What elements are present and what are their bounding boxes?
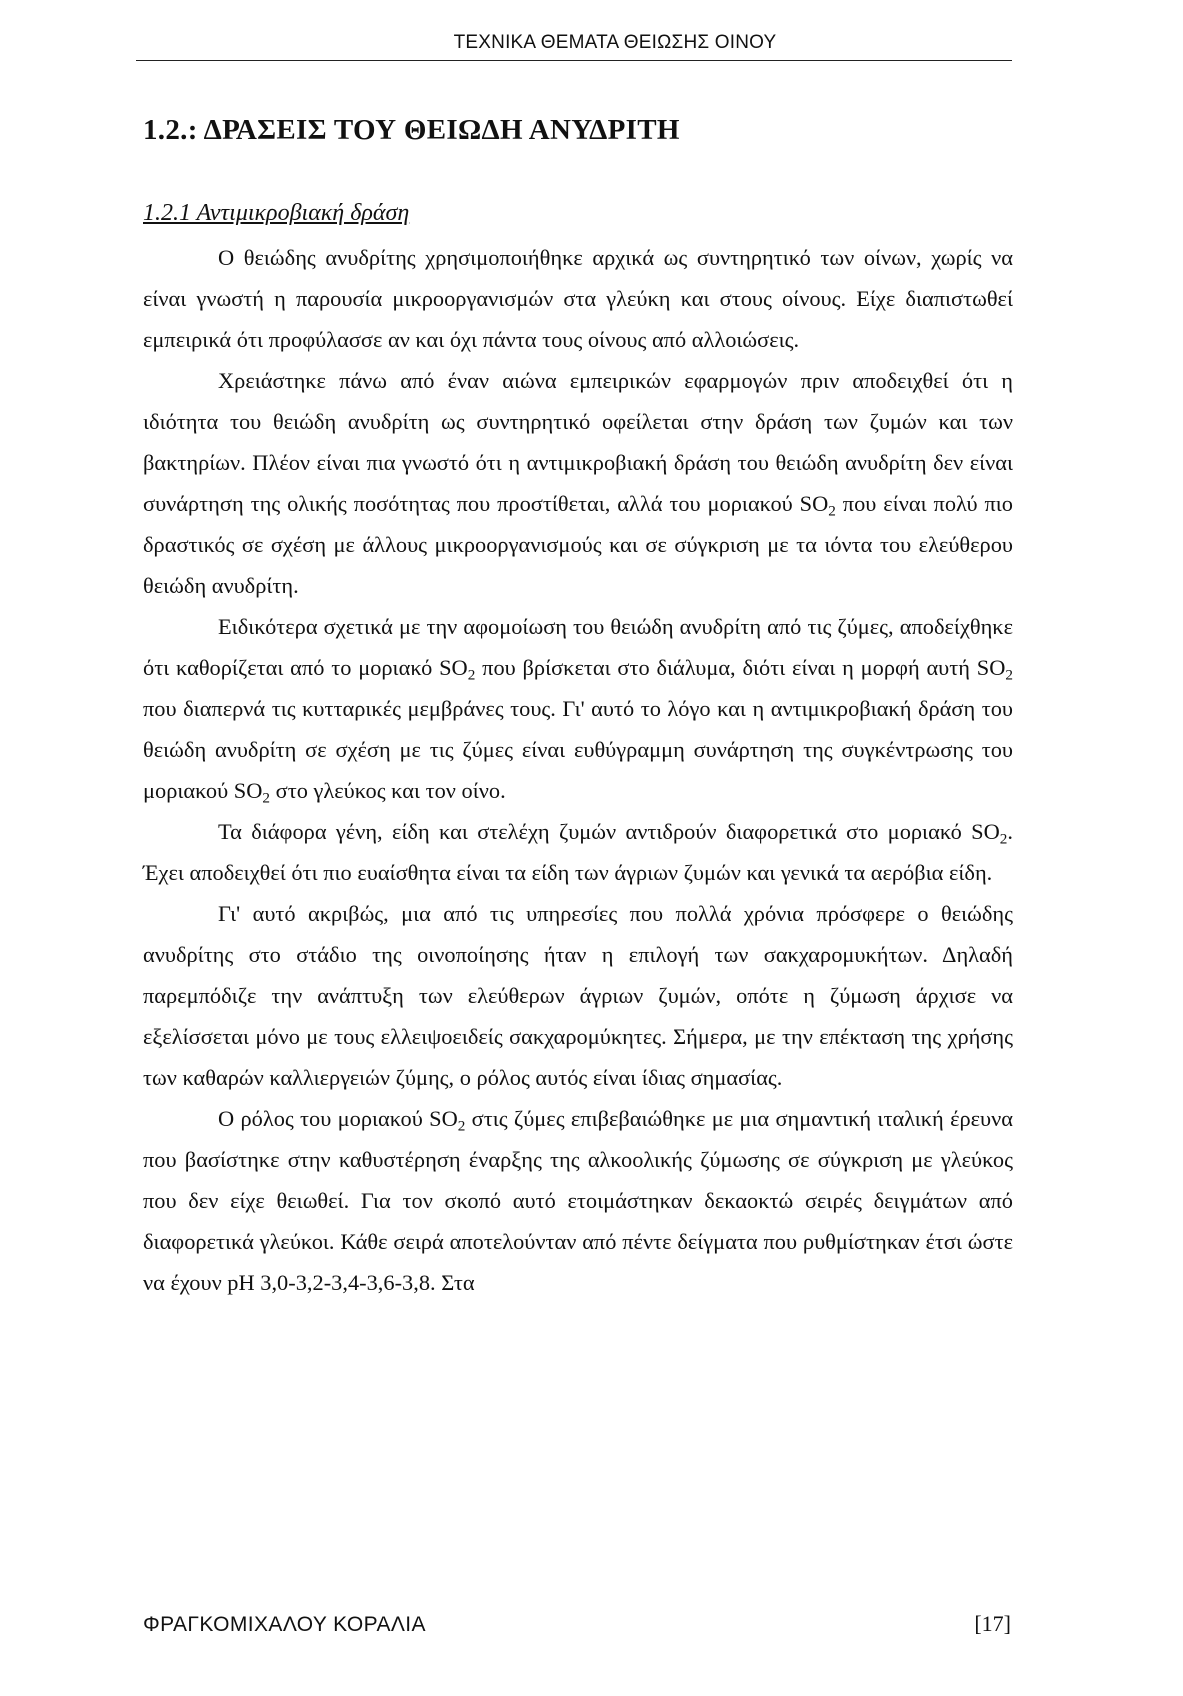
subscript: 2 bbox=[457, 1117, 466, 1135]
subscript: 2 bbox=[999, 830, 1008, 848]
subsection-title: 1.2.1 Αντιμικροβιακή δράση bbox=[143, 200, 410, 226]
section-title: 1.2.: ΔΡΑΣΕΙΣ ΤΟΥ ΘΕΙΩΔΗ ΑΝΥΔΡΙΤΗ bbox=[143, 114, 680, 146]
paragraph-5: Γι' αυτό ακριβώς, μια από τις υπηρεσίες που πολλά χρόνια πρόσφερε ο θειώδης ανυδρίτης στο στάδιο της οινοποίησης ήταν η επιλογή των σακχαρομυκήτων. Δηλαδή παρεμπόδιζε την ανάπτυξη των ελεύθερων άγριων ζυμών, οπότε η ζύμωση άρχισε να εξελίσσεται μόνο με τους ελλειψοειδείς σακχαρομύκητες. Σήμερα, με την επέκταση της χρήσης των καθαρών καλλιεργειών ζύμης, ο ρόλος αυτός είναι ίδιας σημασίας. bbox=[143, 901, 1013, 1090]
paragraph-1: Ο θειώδης ανυδρίτης χρησιμοποιήθηκε αρχικά ως συντηρητικό των οίνων, χωρίς να είναι γνωστή η παρουσία μικροοργανισμών στα γλεύκη και στους οίνους. Είχε διαπιστωθεί εμπειρικά ότι προφύλασσε αν και όχι πάντα τους οίνους από αλλοιώσεις. bbox=[143, 245, 1013, 352]
running-header: ΤΕΧΝΙΚΑ ΘΕΜΑΤΑ ΘΕΙΩΣΗΣ ΟΙΝΟΥ bbox=[453, 32, 777, 53]
paragraph-3: Ειδικότερα σχετικά με την αφομοίωση του θειώδη ανυδρίτη από τις ζύμες, αποδείχθηκε ότι καθορίζεται από το μοριακό $SO_2$ που βρίσκεται στο διάλυμα, διότι είναι η μορφή αυτή $SO_2$ που διαπερνά τις κυτταρικές μεμβράνες τους. Γι' αυτό το λόγο και η αντιμικροβιακή δράση του θειώδη ανυδρίτη σε σχέση με τις ζύμες είναι ευθύγραμμη συνάρτηση της συγκέντρωσης του μοριακού $SO_2$ στο γλεύκος και τον οίνο. bbox=[143, 614, 1013, 807]
page-number: [17] bbox=[974, 1611, 1011, 1636]
body-text bbox=[143, 237, 1013, 1303]
footer-author: ΦΡΑΓΚΟΜΙΧΑΛΟΥ ΚΟΡΑΛΙΑ bbox=[143, 1613, 426, 1636]
paragraph-2: Χρειάστηκε πάνω από έναν αιώνα εμπειρικών εφαρμογών πριν αποδειχθεί ότι η ιδιότητα του θειώδη ανυδρίτη ως συντηρητικό οφείλεται στην δράση των ζυμών και των βακτηρίων. Πλέον είναι πια γνωστό ότι η αντιμικροβιακή δράση του θειώδη ανυδρίτη δεν είναι συνάρτηση της ολικής ποσότητας που προστίθεται, αλλά του μοριακού $SO_2$ που είναι πολύ πιο δραστικός σε σχέση με άλλους μικροοργανισμούς και σε σύγκριση με τα ιόντα του ελεύθερου θειώδη ανυδρίτη. bbox=[143, 368, 1013, 598]
header-rule bbox=[136, 60, 1012, 61]
paragraph-6: Ο ρόλος του μοριακού $SO_2$ στις ζύμες επιβεβαιώθηκε με μια σημαντική ιταλική έρευνα που βασίστηκε στην καθυστέρηση έναρξης της αλκοολικής ζύμωσης σε σύγκριση με γλεύκος που δεν είχε θειωθεί. Για τον σκοπό αυτό ετοιμάστηκαν δεκαοκτώ σειρές δειγμάτων από διαφορετικά γλεύκοι. Κάθε σειρά αποτελούνταν από πέντε δείγματα που ρυθμίστηκαν έτσι ώστε να έχουν pH 3,0-3,2-3,4-3,6-3,8. Στα bbox=[143, 1106, 1013, 1295]
subscript: 2 bbox=[828, 502, 836, 520]
subscript: 2 bbox=[262, 789, 271, 807]
subscript: 2 bbox=[467, 666, 476, 684]
paragraph-4: Τα διάφορα γένη, είδη και στελέχη ζυμών αντιδρούν διαφορετικά στο μοριακό $SO_2$. Έχει αποδειχθεί ότι πιο ευαίσθητα είναι τα είδη των άγριων ζυμών και γενικά τα αερόβια είδη. bbox=[143, 819, 1013, 885]
subscript: 2 bbox=[1005, 666, 1013, 684]
